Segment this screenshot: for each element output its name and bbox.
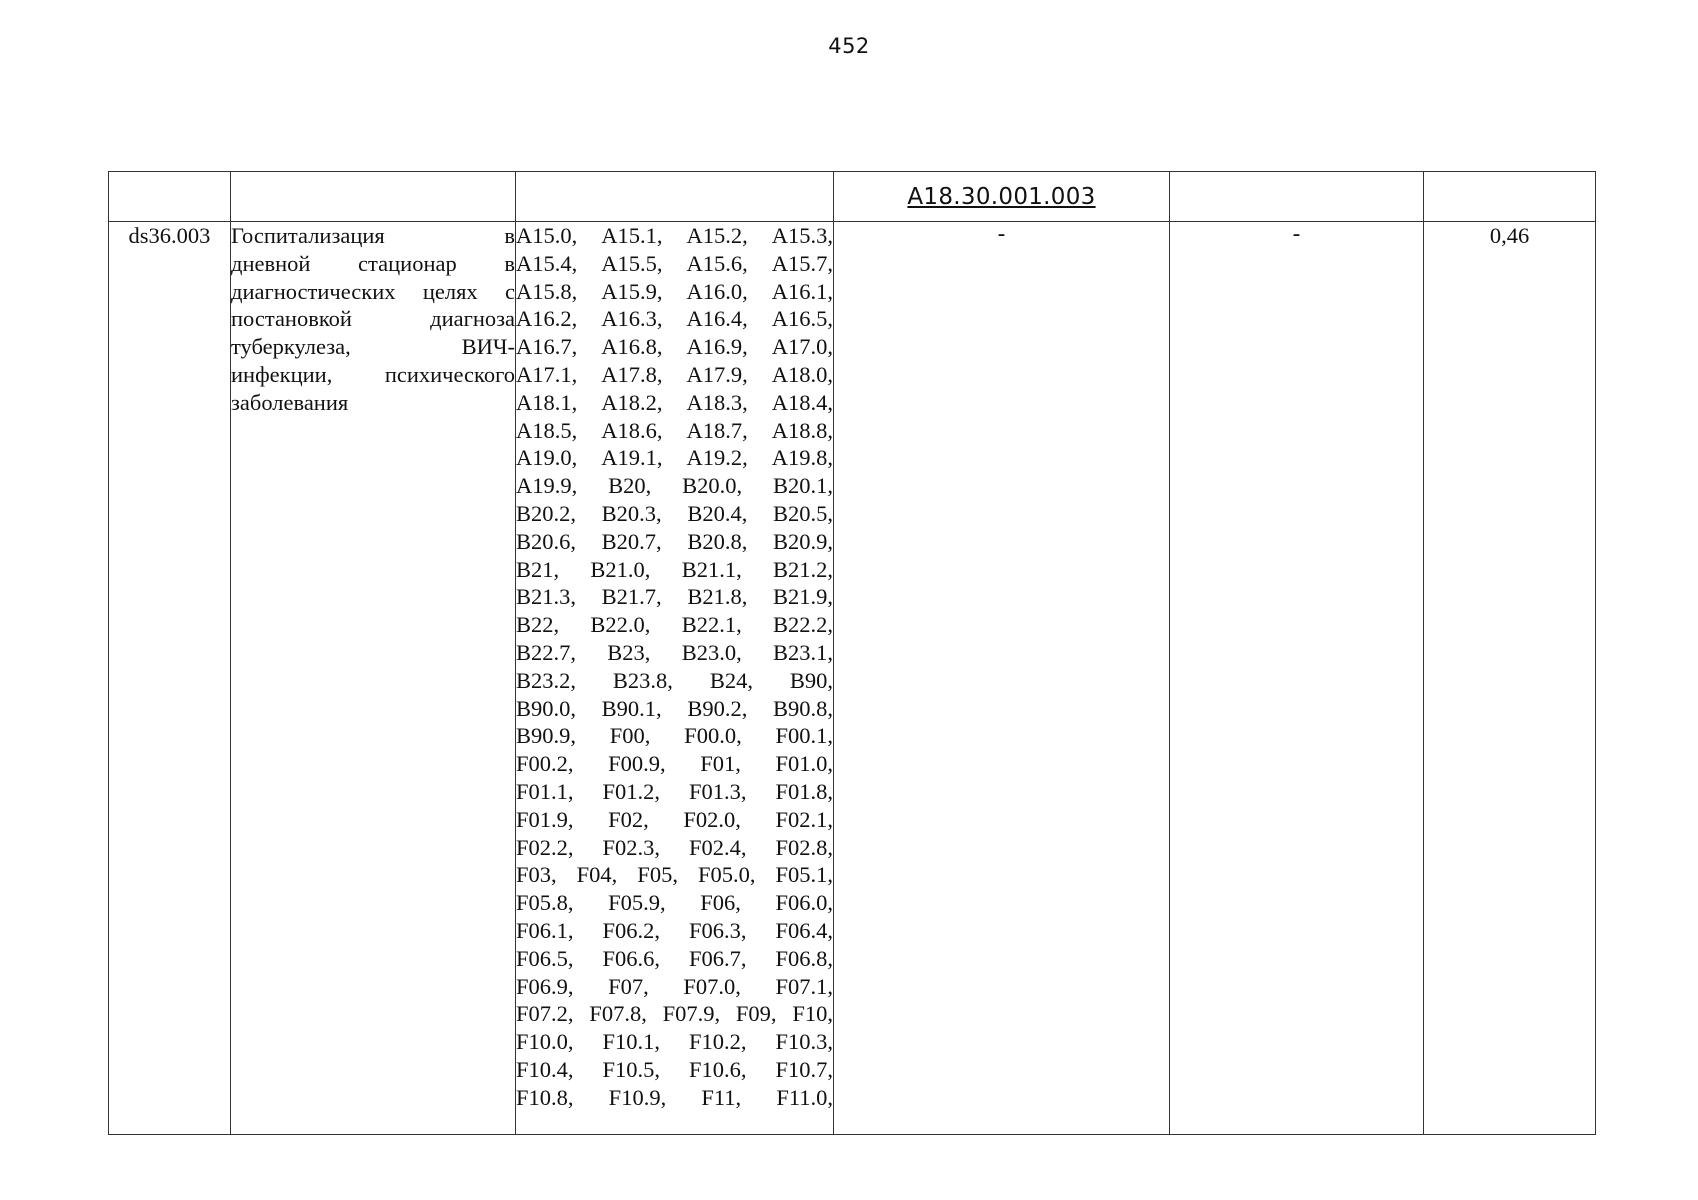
table-cell-empty bbox=[109, 172, 231, 222]
icd-codes-line: B90.0, B90.1, B90.2, B90.8, bbox=[516, 695, 833, 721]
tariff-table bbox=[108, 171, 1596, 1135]
ksg-code: ds36.003 bbox=[128, 223, 211, 248]
icd-codes-line: A15.4, A15.5, A15.6, A15.7, bbox=[516, 250, 833, 276]
icd-codes-line: B21, B21.0, B21.1, B21.2, bbox=[516, 556, 833, 582]
icd-codes-line: F10.8, F10.9, F11, F11.0, bbox=[516, 1084, 833, 1110]
ksg-name-line: инфекции, психического bbox=[231, 361, 515, 387]
ksg-name-line: заболевания bbox=[231, 389, 349, 415]
table-cell-empty bbox=[231, 172, 516, 222]
icd-codes-line: F06.5, F06.6, F06.7, F06.8, bbox=[516, 945, 833, 971]
service-code: A18.30.001.003 bbox=[907, 184, 1096, 210]
icd-codes-line: A17.1, A17.8, A17.9, A18.0, bbox=[516, 361, 833, 387]
table-row-continuation bbox=[109, 172, 1596, 222]
icd-codes-line: B22, B22.0, B22.1, B22.2, bbox=[516, 612, 833, 638]
table-row bbox=[109, 222, 1596, 1135]
icd-codes-line: F06.1, F06.2, F06.3, F06.4, bbox=[516, 917, 833, 943]
icd-codes-line: F01.9, F02, F02.0, F02.1, bbox=[516, 806, 833, 832]
icd-codes-line: F07.2, F07.8, F07.9, F09, F10, bbox=[516, 1001, 833, 1027]
icd-codes-line: F01.1, F01.2, F01.3, F01.8, bbox=[516, 778, 833, 804]
icd-codes-line: A19.0, A19.1, A19.2, A19.8, bbox=[516, 445, 833, 471]
icd-codes-line: A15.8, A15.9, A16.0, A16.1, bbox=[516, 278, 833, 304]
ksg-name-line: туберкулеза, ВИЧ- bbox=[231, 334, 515, 360]
icd-codes-line: B20.6, B20.7, B20.8, B20.9, bbox=[516, 528, 833, 554]
table-cell-empty bbox=[1424, 172, 1596, 222]
additional-criteria-cell bbox=[1170, 222, 1424, 1135]
icd-codes-line: A16.2, A16.3, A16.4, A16.5, bbox=[516, 306, 833, 332]
table-cell-empty bbox=[516, 172, 834, 222]
table-cell-empty bbox=[1170, 172, 1424, 222]
service-cell bbox=[834, 222, 1170, 1135]
icd-codes-line: B21.3, B21.7, B21.8, B21.9, bbox=[516, 584, 833, 610]
ksg-name-line: постановкой диагноза bbox=[231, 306, 515, 332]
ksg-name-line: Госпитализация в bbox=[231, 223, 515, 248]
icd-codes-line: F10.4, F10.5, F10.6, F10.7, bbox=[516, 1056, 833, 1082]
icd-codes-line: A18.5, A18.6, A18.7, A18.8, bbox=[516, 417, 833, 443]
service-value: - bbox=[997, 222, 1006, 247]
icd-codes-line: B23.2, B23.8, B24, B90, bbox=[516, 667, 833, 693]
ksg-code-cell bbox=[109, 222, 231, 1135]
table-cell-service-code bbox=[834, 172, 1170, 222]
icd-codes-cell bbox=[516, 222, 834, 1135]
icd-codes-line: A15.0, A15.1, A15.2, A15.3, bbox=[516, 223, 833, 248]
icd-codes-line: F03, F04, F05, F05.0, F05.1, bbox=[516, 862, 833, 888]
icd-codes-line: F06.9, F07, F07.0, F07.1, bbox=[516, 973, 833, 999]
icd-codes-line: B90.9, F00, F00.0, F00.1, bbox=[516, 723, 833, 749]
icd-codes-line: A19.9, B20, B20.0, B20.1, bbox=[516, 473, 833, 499]
icd-codes-line: F00.2, F00.9, F01, F01.0, bbox=[516, 751, 833, 777]
icd-codes-line: F10.0, F10.1, F10.2, F10.3, bbox=[516, 1029, 833, 1055]
icd-codes-line: F05.8, F05.9, F06, F06.0, bbox=[516, 890, 833, 916]
coefficient-cell bbox=[1424, 222, 1596, 1135]
icd-codes-line: A18.1, A18.2, A18.3, A18.4, bbox=[516, 389, 833, 415]
icd-codes-line: F02.2, F02.3, F02.4, F02.8, bbox=[516, 834, 833, 860]
additional-criteria-value: - bbox=[1292, 222, 1301, 247]
icd-codes-line: B22.7, B23, B23.0, B23.1, bbox=[516, 639, 833, 665]
ksg-name-line: диагностических целях с bbox=[231, 278, 515, 304]
coefficient-value: 0,46 bbox=[1489, 223, 1530, 248]
page-number: 452 bbox=[828, 34, 870, 58]
ksg-name-cell bbox=[231, 222, 516, 1135]
ksg-name-line: дневной стационар в bbox=[231, 250, 515, 276]
icd-codes-line: A16.7, A16.8, A16.9, A17.0, bbox=[516, 334, 833, 360]
icd-codes-line: B20.2, B20.3, B20.4, B20.5, bbox=[516, 500, 833, 526]
